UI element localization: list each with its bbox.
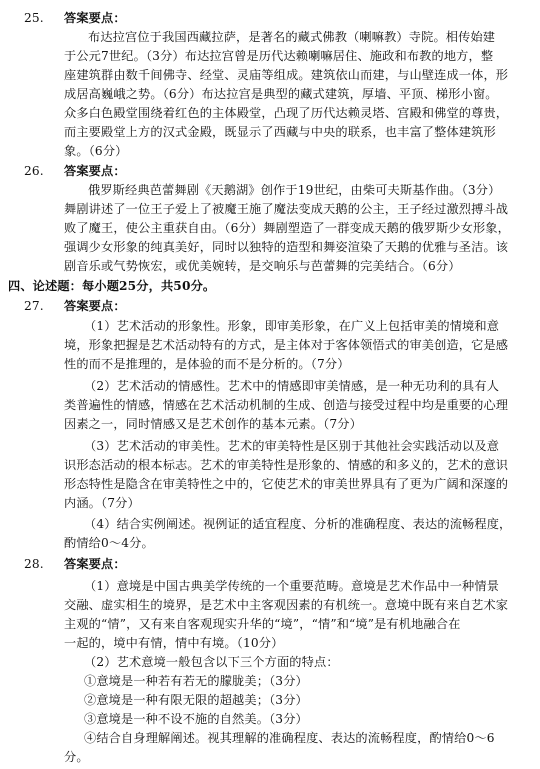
q28-line: 一起的，境中有情，情中有境。（10分） xyxy=(64,636,284,650)
q27-line: （1）艺术活动的形象性。形象，即审美形象，在广义上包括审美的情境和意 xyxy=(84,319,500,333)
q27-line: （4）结合实例阐述。视例证的适宜程度、分析的准确程度、表达的流畅程度， xyxy=(84,517,512,531)
q28-line: ②意境是一种有限无限的超越美；（3分） xyxy=(84,693,308,707)
q27-line: 酌情给0～4分。 xyxy=(64,536,154,550)
q27-line: 形态特性是隐含在审美特性之中的，它使艺术的审美世界具有了更为广阔和深邃的 xyxy=(64,477,509,491)
q25-line: 座建筑群由数千间佛寺、经堂、灵庙等组成。建筑依山而建，与山壁连成一体，形 xyxy=(64,68,509,82)
q25-line: 象。（6分） xyxy=(64,144,128,158)
q26-line: 败了魔王，使公主重获自由。（6分）舞剧塑造了一群变成天鹅的俄罗斯少女形象， xyxy=(64,221,510,235)
q26-line: 舞剧讲述了一位王子爱上了被魔王施了魔法变成天鹅的公主，王子经过激烈搏斗战 xyxy=(64,202,509,216)
q28-line: ①意境是一种若有若无的朦胧美；（3分） xyxy=(84,674,308,688)
q25-line: 于公元7世纪。（3分）布达拉宫曾是历代达赖喇嘛居住、施政和布教的地方，整 xyxy=(64,49,494,63)
q28-heading: 答案要点： xyxy=(64,557,126,571)
q26-line: 强调少女形象的纯真美好，同时以独特的造型和舞姿渲染了天鹅的优雅与圣洁。该 xyxy=(64,240,509,254)
q25-line: 而主要殿堂上方的汉式金殿，既显示了西藏与中央的联系，也丰富了整体建筑形 xyxy=(64,125,496,139)
q28-line: ③意境是一种不设不施的自然美。（3分） xyxy=(84,712,308,726)
q27-line: 境，形象把握是艺术活动特有的方式，是主体对于客体领悟式的审美创造，它是感 xyxy=(64,338,509,352)
q26-heading: 答案要点： xyxy=(64,164,126,178)
q28-line: 交融、虚实相生的境界，是艺术中主客观因素的有机统一。意境中既有来自艺术家 xyxy=(64,598,509,612)
q28-line: ④结合自身理解阐述。视其理解的准确程度、表达的流畅程度，酌情给0～6 xyxy=(84,731,495,745)
q25-line: 众多白色殿堂围绕着红色的主体殿堂，凸现了历代达赖灵塔、宫殿和佛堂的尊贵， xyxy=(64,106,509,120)
q26-line: 俄罗斯经典芭蕾舞剧《天鹅湖》创作于19世纪，由柴可夫斯基作曲。（3分） xyxy=(88,183,501,197)
q28-number: 28. xyxy=(24,557,44,571)
q27-line: （2）艺术活动的情感性。艺术中的情感即审美情感，是一种无功利的具有人 xyxy=(84,379,500,393)
q27-line: （3）艺术活动的审美性。艺术的审美特性是区别于其他社会实践活动以及意 xyxy=(84,439,500,453)
q25-number: 25. xyxy=(24,11,44,25)
q27-line: 类普遍性的情感，情感在艺术活动机制的生成、创造与接受过程中均是重要的心理 xyxy=(64,398,509,412)
q28-line: （2）艺术意境一般包含以下三个方面的特点： xyxy=(84,655,339,669)
q28-line: 分。 xyxy=(64,750,89,764)
q25-line: 布达拉宫位于我国西藏拉萨，是著名的藏式佛教（喇嘛教）寺院。相传始建 xyxy=(88,30,496,44)
q27-line: 识形态活动的根本标志。艺术的审美特性是形象的、情感的和多义的，艺术的意识 xyxy=(64,458,509,472)
q27-line: 性的而不是推理的，是体验的而不是分析的。（7分） xyxy=(64,357,350,371)
q27-number: 27. xyxy=(24,299,44,313)
q26-number: 26. xyxy=(24,164,44,178)
q27-line: 因素之一，同时情感又是艺术创作的基本元素。（7分） xyxy=(64,417,362,431)
q28-line: （1）意境是中国古典美学传统的一个重要范畴。意境是艺术作品中一种情景 xyxy=(84,579,500,593)
q25-line: 成居高巍峨之势。（6分）布达拉宫是典型的藏式建筑，厚墙、平顶、梯形小窗。 xyxy=(64,87,498,101)
q25-heading: 答案要点： xyxy=(64,11,126,25)
section-heading: 四、论述题：每小题25分，共50分。 xyxy=(8,279,216,293)
q26-line: 剧音乐或气势恢宏，或优美婉转，是交响乐与芭蕾舞的完美结合。（6分） xyxy=(64,259,461,273)
q27-heading: 答案要点： xyxy=(64,299,126,313)
q28-line: 主观的“情”，又有来自客观现实升华的“境”，“情”和“境”是有机地融合在 xyxy=(64,617,461,631)
q27-line: 内涵。（7分） xyxy=(64,496,140,510)
